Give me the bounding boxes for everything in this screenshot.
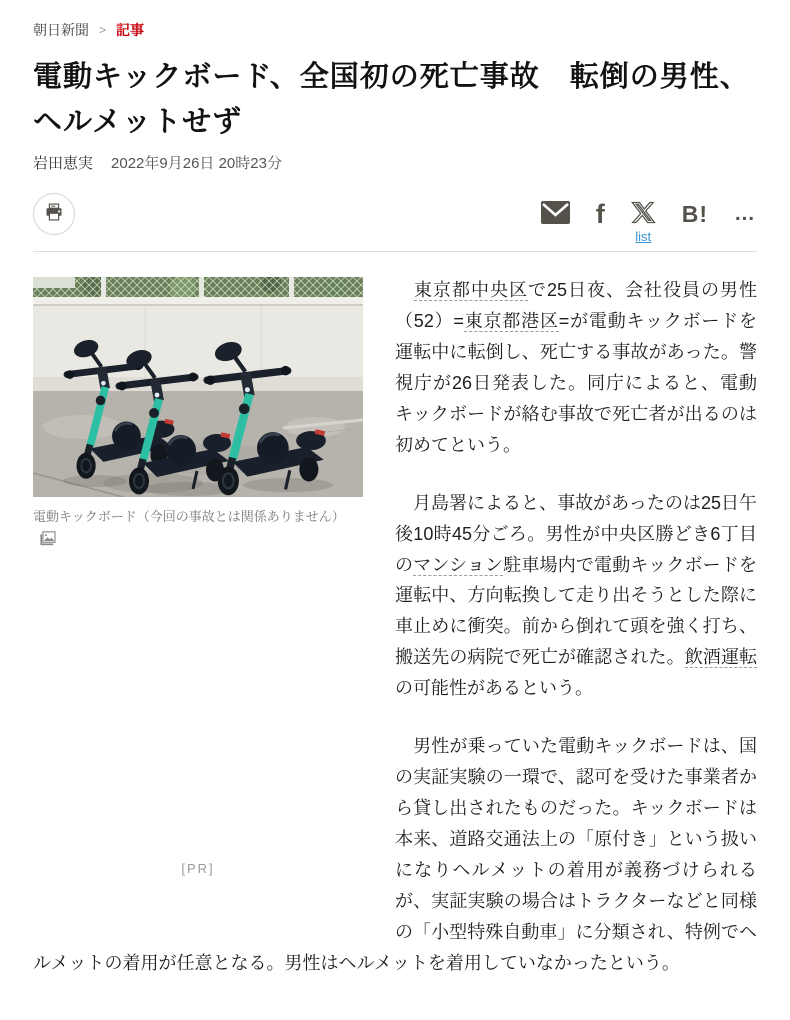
breadcrumb-separator: > bbox=[99, 23, 107, 37]
paragraph-text: の可能性があるという。 bbox=[395, 678, 593, 699]
x-share-button[interactable] bbox=[631, 201, 656, 227]
keyword-link[interactable]: 飲酒運転 bbox=[684, 647, 758, 668]
keyword-link[interactable]: 東京都中央区 bbox=[414, 279, 528, 300]
pr-label: [PR] bbox=[181, 860, 215, 876]
more-icon: … bbox=[734, 201, 757, 225]
publish-date: 2022年9月26日 20時23分 bbox=[111, 154, 282, 172]
more-share-button[interactable] bbox=[734, 203, 757, 225]
paragraph-text: 男性が乗っていた電動キックボードは、国の実証実験の一環で、認可を受けた事業者から貸し出されたものだった。キックボードは本来、道路交通法上の「原付き」という扱いになりヘルメットの着用が義務づけられるが、実証実験の場合はトラクターなどと同様の「小型特殊自動車」に分類され、特例でヘルメットの着用が任意となる。男性はヘルメットを着用していなかったという。 bbox=[33, 736, 757, 973]
breadcrumb-section-link[interactable]: 記事 bbox=[116, 22, 145, 38]
hatena-icon: B! bbox=[681, 200, 708, 227]
facebook-share-button[interactable] bbox=[595, 198, 605, 229]
article-figure bbox=[33, 277, 363, 922]
paragraph-text: 月島署によると、事故があったのは25日午後10時45分ごろ。男性が中央区勝どき6丁目の bbox=[395, 492, 757, 575]
page-title: 電動キックボード、全国初の死亡事故 転倒の男性、ヘルメットせず bbox=[33, 61, 750, 138]
mail-share-button[interactable] bbox=[541, 201, 570, 227]
x-share-wrap bbox=[631, 201, 656, 244]
print-icon bbox=[44, 202, 64, 225]
photo-caption-text: 電動キックボード（今回の事故とは関係ありません） bbox=[33, 508, 345, 524]
photo-caption bbox=[33, 505, 363, 554]
breadcrumb-home-link[interactable]: 朝日新聞 bbox=[33, 22, 89, 38]
share-icons bbox=[541, 193, 757, 244]
author-name: 岩田恵実 bbox=[33, 154, 94, 172]
paragraph-text: =が電動キックボードを運転中に転倒し、死亡する事故があった。警視庁が26日発表した。同庁によると、電動キックボードが絡む事故で死亡者が出るのは初めてという。 bbox=[395, 310, 757, 455]
keyword-link[interactable]: マンション bbox=[413, 554, 504, 575]
paragraph-text: 駐車場内で電動キックボードを運転中、方向転換して走り出そうとした際に車止めに衝突。前から倒れて頭を強く打ち、搬送先の病院で死亡が確認された。 bbox=[395, 554, 758, 668]
divider bbox=[33, 251, 757, 252]
print-button[interactable] bbox=[33, 193, 75, 235]
facebook-icon: f bbox=[595, 198, 605, 229]
list-link[interactable]: list bbox=[635, 228, 652, 244]
paragraph-text: で25日夜、会社役員の男性（52）= bbox=[395, 279, 758, 331]
breadcrumb bbox=[33, 20, 757, 40]
byline bbox=[33, 152, 757, 173]
paragraph-text bbox=[395, 280, 414, 300]
share-bar bbox=[33, 193, 757, 244]
mail-icon bbox=[541, 201, 570, 227]
hatena-share-button[interactable] bbox=[681, 200, 708, 227]
article-photo[interactable] bbox=[33, 277, 363, 497]
keyword-link[interactable]: 東京都港区 bbox=[463, 310, 559, 331]
article-body bbox=[33, 275, 757, 1006]
x-icon bbox=[631, 201, 656, 227]
gallery-icon bbox=[39, 530, 56, 553]
